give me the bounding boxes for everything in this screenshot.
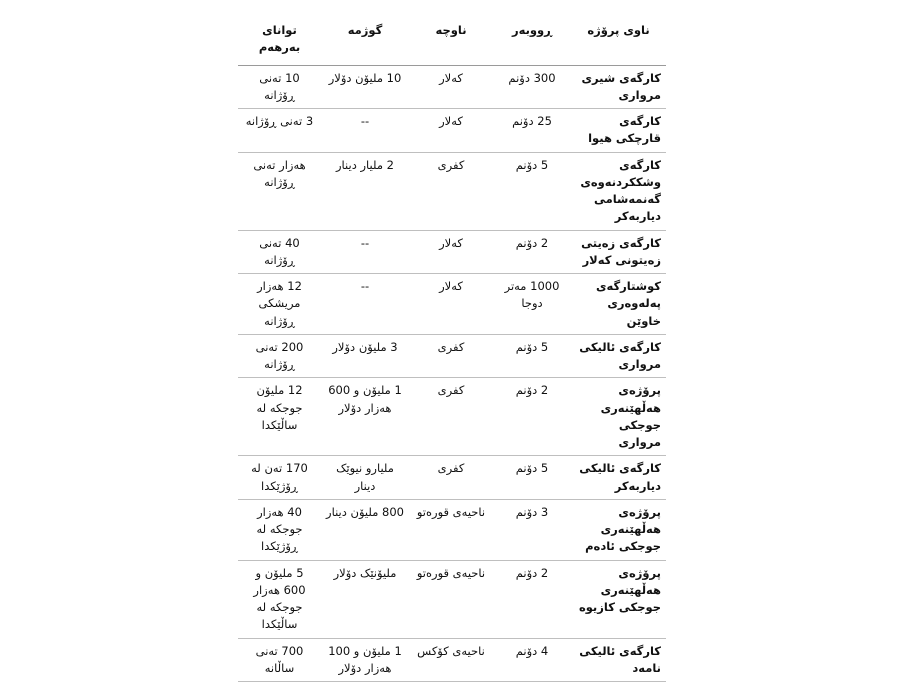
project-name-cell: کارگەی قارچکی هیوا	[571, 109, 666, 153]
project-name-cell: کارگەی زەیتی زەیتونی کەلار	[571, 230, 666, 274]
area-cell: 300 دۆنم	[493, 65, 571, 109]
table-row	[238, 378, 666, 456]
region-cell: کەلار	[409, 274, 493, 335]
capacity-cell: 3 تەنی ڕۆژانە	[238, 109, 321, 153]
project-name-cell: پرۆژەی هەڵهێنەری جوجکی ئادەم	[571, 499, 666, 560]
region-cell: ناحیەی قورەتو	[409, 560, 493, 638]
area-cell: 4 دۆنم	[493, 638, 571, 682]
capital-cell: --	[321, 109, 409, 153]
area-cell: 1000 مەتر دوجا	[493, 274, 571, 335]
table-row	[238, 274, 666, 335]
table-row	[238, 152, 666, 230]
project-name-cell: کارگەی ئالیکی مرواری	[571, 334, 666, 378]
capital-cell: --	[321, 230, 409, 274]
region-cell: کەلار	[409, 65, 493, 109]
project-name-cell: کارگەی ئالیکی دیاربەکر	[571, 456, 666, 500]
table-row	[238, 499, 666, 560]
table-row	[238, 334, 666, 378]
capital-cell: ملیۆنێک دۆلار	[321, 560, 409, 638]
header-capital: گوژمە	[321, 14, 409, 65]
area-cell: 2 دۆنم	[493, 230, 571, 274]
region-cell: ناحیەی کۆکس	[409, 638, 493, 682]
table-header-row	[238, 14, 666, 65]
table-row	[238, 638, 666, 682]
capital-cell: 2 ملیار دینار	[321, 152, 409, 230]
capital-cell: --	[321, 274, 409, 335]
capital-cell: 800 ملیۆن دینار	[321, 499, 409, 560]
area-cell: 25 دۆنم	[493, 109, 571, 153]
capital-cell: 1 ملیۆن و 600 هەزار دۆلار	[321, 378, 409, 456]
projects-table	[238, 14, 666, 682]
project-name-cell: کارگەی ئالیکی نامەد	[571, 638, 666, 682]
table-row	[238, 560, 666, 638]
capacity-cell: 12 هەزار مریشکی ڕۆژانە	[238, 274, 321, 335]
area-cell: 5 دۆنم	[493, 334, 571, 378]
area-cell: 2 دۆنم	[493, 378, 571, 456]
project-name-cell: پرۆژەی هەڵهێنەری جوجکی مرواری	[571, 378, 666, 456]
capital-cell: ملیارو نیوێک دینار	[321, 456, 409, 500]
table-row	[238, 65, 666, 109]
region-cell: ناحیەی قورەتو	[409, 499, 493, 560]
capacity-cell: 12 ملیۆن جوجکە لە ساڵێکدا	[238, 378, 321, 456]
capacity-cell: 170 تەن لە ڕۆژێکدا	[238, 456, 321, 500]
project-name-cell: کارگەی شیری مرواری	[571, 65, 666, 109]
area-cell: 2 دۆنم	[493, 560, 571, 638]
capacity-cell: هەزار تەنی ڕۆژانە	[238, 152, 321, 230]
capacity-cell: 40 تەنی ڕۆژانە	[238, 230, 321, 274]
header-project-name: ناوی پرۆژە	[571, 14, 666, 65]
table-row	[238, 456, 666, 500]
region-cell: کەلار	[409, 109, 493, 153]
region-cell: کفری	[409, 456, 493, 500]
table-row	[238, 230, 666, 274]
header-capacity: توانای بەرهەم	[238, 14, 321, 65]
project-name-cell: کارگەی وشککردنەوەی گەنمەشامی دیاربەکر	[571, 152, 666, 230]
area-cell: 5 دۆنم	[493, 152, 571, 230]
region-cell: کفری	[409, 152, 493, 230]
region-cell: کەلار	[409, 230, 493, 274]
capital-cell: 3 ملیۆن دۆلار	[321, 334, 409, 378]
capacity-cell: 200 تەنی ڕۆژانە	[238, 334, 321, 378]
capacity-cell: 10 تەنی ڕۆژانە	[238, 65, 321, 109]
project-name-cell: کوشتارگەی پەلەوەری خاوێن	[571, 274, 666, 335]
capacity-cell: 40 هەزار جوجکە لە ڕۆژێکدا	[238, 499, 321, 560]
capacity-cell: 700 تەنی ساڵانە	[238, 638, 321, 682]
capital-cell: 10 ملیۆن دۆلار	[321, 65, 409, 109]
table-row	[238, 109, 666, 153]
project-name-cell: پرۆژەی هەڵهێنەری جوجکی کازیوە	[571, 560, 666, 638]
header-region: ناوچە	[409, 14, 493, 65]
capacity-cell: 5 ملیۆن و 600 هەزار جوجکە لە ساڵێکدا	[238, 560, 321, 638]
header-area: ڕووبەر	[493, 14, 571, 65]
area-cell: 5 دۆنم	[493, 456, 571, 500]
capital-cell: 1 ملیۆن و 100 هەزار دۆلار	[321, 638, 409, 682]
region-cell: کفری	[409, 378, 493, 456]
region-cell: کفری	[409, 334, 493, 378]
area-cell: 3 دۆنم	[493, 499, 571, 560]
